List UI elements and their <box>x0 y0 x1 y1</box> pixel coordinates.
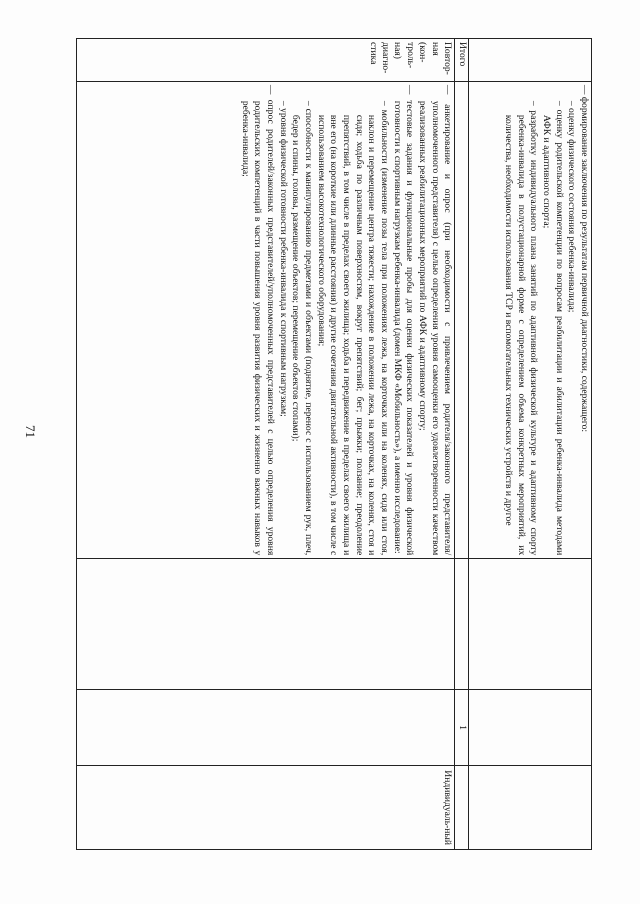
total-label: Итого <box>455 39 469 82</box>
content-cell <box>469 81 592 558</box>
total-type-cell <box>455 766 469 850</box>
content-item: – разработку индивидуального плана занятий по адаптивной физической культуре и адаптивному спорту ребенка-инвалида в полустационарной форме с определением объема конкретных мероприятий, их количества, необходимости использования ТСР и вспомогательных технических устройств и другое <box>503 100 540 556</box>
content-item: – оценку родительской компетенции по вопросам реабилитации и абилитации ребенка-инвалида методами АФК и адаптивного спорта; <box>541 100 565 556</box>
column4-cell <box>469 689 592 766</box>
content-item: — формирование заключения по результатам первичной диагностики, содержащего: <box>579 84 590 433</box>
content-item: – оценку физического состояния ребенка-инвалида; <box>566 100 578 313</box>
table-row <box>77 39 455 850</box>
content-item: — тестовые задания и функциональные пробы для оценки физических показателей и уровня физической готовности к спортивным нагрузкам ребенка-инвалида (домен МКФ «Мобильность»), а именно исследование: <box>391 84 416 556</box>
service-type-cell: Индивидуаль-ный <box>77 766 455 850</box>
content-item: – мобильности (изменение позы тела при положениях лежа, на корточках или на коленях, сидя или стоя, наклон и перемещение центра тяжести; нахождение в положении лежа, на корточках, на коленях, стоя и сидя; ходьба по различным поверхностям, вокруг препятствий; бег; прыжки; ползание; преодоление препятствий, в том числе в пределах своего жилища; ходьба и передвижение в пределах своего жилища и вне его (на короткие или длинные расстояния) и другие сочетания двигательной активности), в том числе с использованием высокотехнологического оборудования; <box>315 100 391 556</box>
stage-cell: Повтор-ная (кон-троль-ная) диагно-стика <box>77 39 455 82</box>
total-content-cell <box>455 81 469 558</box>
page-number: 71 <box>23 425 38 438</box>
stage-cell <box>469 39 592 82</box>
column3-cell <box>77 559 455 690</box>
content-item: – способности к манипулированию предметами и объектами (поднятие, перенос с использованием рук, плеч, бедер и спины, головы, размещение объектов; перемещение объектов стопами); <box>290 100 315 556</box>
services-table <box>76 38 592 850</box>
content-item: — опрос родителей/законных представителей/уполномоченных представителей с целью определения уровня родительских компетенций в части повышения уровня развития физических и жизненно важных навыков у ребенка-инвалида; <box>239 84 277 556</box>
column4-cell <box>77 689 455 766</box>
column3-cell <box>469 559 592 690</box>
total-row <box>455 39 469 850</box>
content-item: – уровня физической готовности ребенка-инвалида к спортивным нагрузкам; <box>277 100 289 417</box>
total-empty-cell <box>455 559 469 690</box>
total-quantity: 1 <box>455 689 469 766</box>
content-item: — анкетирование и опрос (при необходимости с привлечением родителя/законного представителя/уполномоченного представителя) с целью определения уровня самооценки его удовлетворенности качеством реализованных реабилитационных мероприятий по АФК и адаптивному спорту; <box>417 84 454 556</box>
column5-cell <box>469 766 592 850</box>
content-cell <box>77 81 455 558</box>
table-row <box>469 39 592 850</box>
rotated-table-container <box>76 38 592 850</box>
